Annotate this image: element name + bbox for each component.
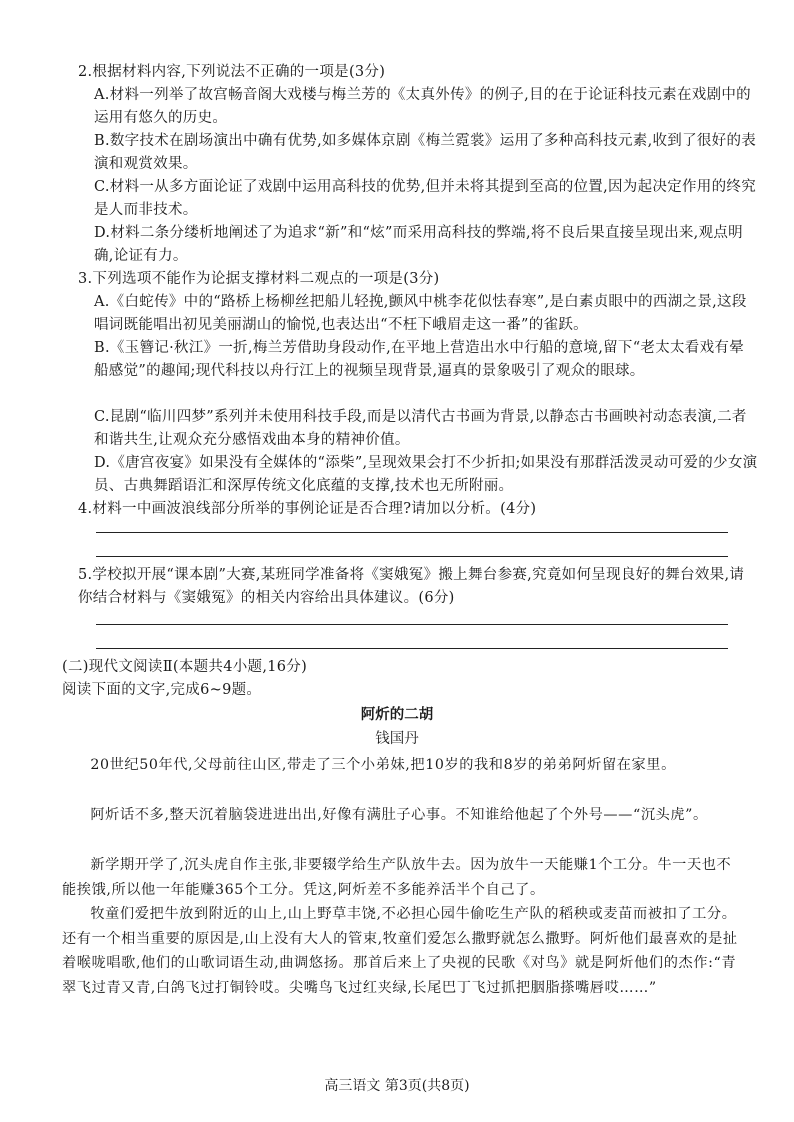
question-4-stem: 4.材料一中画波浪线部分所举的事例论证是否合理?请加以分析。(4分)	[78, 501, 537, 517]
question-3-stem: 3.下列选项不能作为论据支撑材料二观点的一项是(3分)	[78, 271, 440, 287]
article-paragraph-4: 牧童们爱把牛放到附近的山上,山上野草丰饶,不必担心园牛偷吃生产队的稻秧或麦苗而被扣了工分。还有一个相当重要的原因是,山上没有大人的管束,牧童们爱怎么撒野就怎么撒野。阿炘他们最喜欢的是扯着喉咙唱歌,他们的山歌词语生动,曲调悠扬。那首后来上了央视的民歌《对鸟》就是阿炘他们的杰作:“青翠飞过青又青,白鸽飞过打铜铃哎。尖嘴鸟飞过红夹绿,长尾巴丁飞过抓把胭脂搽嘴唇哎……”	[62, 906, 738, 996]
answer-line-4b[interactable]	[96, 556, 728, 557]
article-paragraph-1: 20世纪50年代,父母前往山区,带走了三个小弟妹,把10岁的我和8岁的弟弟阿炘留在家里。	[90, 757, 676, 773]
question-2-stem: 2.根据材料内容,下列说法不正确的一项是(3分)	[78, 64, 386, 80]
question-2-option-c: C.材料一从多方面论证了戏剧中运用高科技的优势,但并未将其提到至高的位置,因为起决定作用的终究是人而非技术。	[94, 179, 757, 218]
question-2-option-a: A.材料一列举了故宫畅音阁大戏楼与梅兰芳的《太真外传》的例子,目的在于论证科技元素在戏剧中的运用有悠久的历史。	[94, 87, 751, 126]
article-author: 钱国丹	[375, 731, 419, 747]
question-5-stem: 5.学校拟开展“课本剧”大赛,某班同学准备将《窦娥冤》搬上舞台参赛,究竟如何呈现良好的舞台效果,请你结合材料与《窦娥冤》的相关内容给出具体建议。(6分)	[78, 567, 745, 606]
question-2-option-b: B.数字技术在剧场演出中确有优势,如多媒体京剧《梅兰霓裳》运用了多种高科技元素,收到了很好的表演和观赏效果。	[94, 133, 757, 172]
answer-line-5a[interactable]	[96, 624, 728, 625]
page-footer: 高三语文 第3页(共8页)	[324, 1078, 470, 1094]
article-paragraph-2: 阿炘话不多,整天沉着脑袋进进出出,好像有满肚子心事。不知谁给他起了个外号——“沉头虎”。	[90, 807, 708, 823]
answer-line-4a[interactable]	[96, 532, 728, 533]
question-2-option-d: D.材料二条分缕析地阐述了为追求“新”和“炫”而采用高科技的弊端,将不良后果直接呈现出来,观点明确,论证有力。	[94, 225, 743, 264]
question-3-option-c: C.昆剧“临川四梦”系列并未使用科技手段,而是以清代古书画为背景,以静态古书画映衬动态表演,二者和谐共生,让观众充分感悟戏曲本身的精神价值。	[94, 409, 747, 448]
section-instruction: 阅读下面的文字,完成6~9题。	[62, 682, 262, 698]
question-3-option-d: D.《唐宫夜宴》如果没有全媒体的“添柴”,呈现效果会打不少折扣;如果没有那群活泼灵动可爱的少女演员、古典舞蹈语汇和深厚传统文化底蕴的支撑,技术也无所附丽。	[94, 455, 758, 494]
article-paragraph-3: 新学期开学了,沉头虎自作主张,非要辍学给生产队放牛去。因为放牛一天能赚1个工分。牛一天也不能挨饿,所以他一年能赚365个工分。凭这,阿炘差不多能养活半个自己了。	[62, 857, 732, 898]
question-3-option-b: B.《玉簪记·秋江》一折,梅兰芳借助身段动作,在平地上营造出水中行船的意境,留下“老太太看戏有晕船感觉”的趣闻;现代科技以舟行江上的视频呈现背景,逼真的景象吸引了观众的眼球。	[94, 340, 745, 379]
article-title: 阿炘的二胡	[360, 707, 434, 723]
question-3-option-a: A.《白蛇传》中的“路桥上杨柳丝把船儿轻挽,颤风中桃李花似怯春寒”,是白素贞眼中的西湖之景,这段唱词既能唱出初见美丽湖山的愉悦,也表达出“不枉下峨眉走这一番”的雀跃。	[94, 294, 747, 333]
answer-line-5b[interactable]	[96, 648, 728, 649]
section-heading: (二)现代文阅读Ⅱ(本题共4小题,16分)	[62, 659, 308, 675]
